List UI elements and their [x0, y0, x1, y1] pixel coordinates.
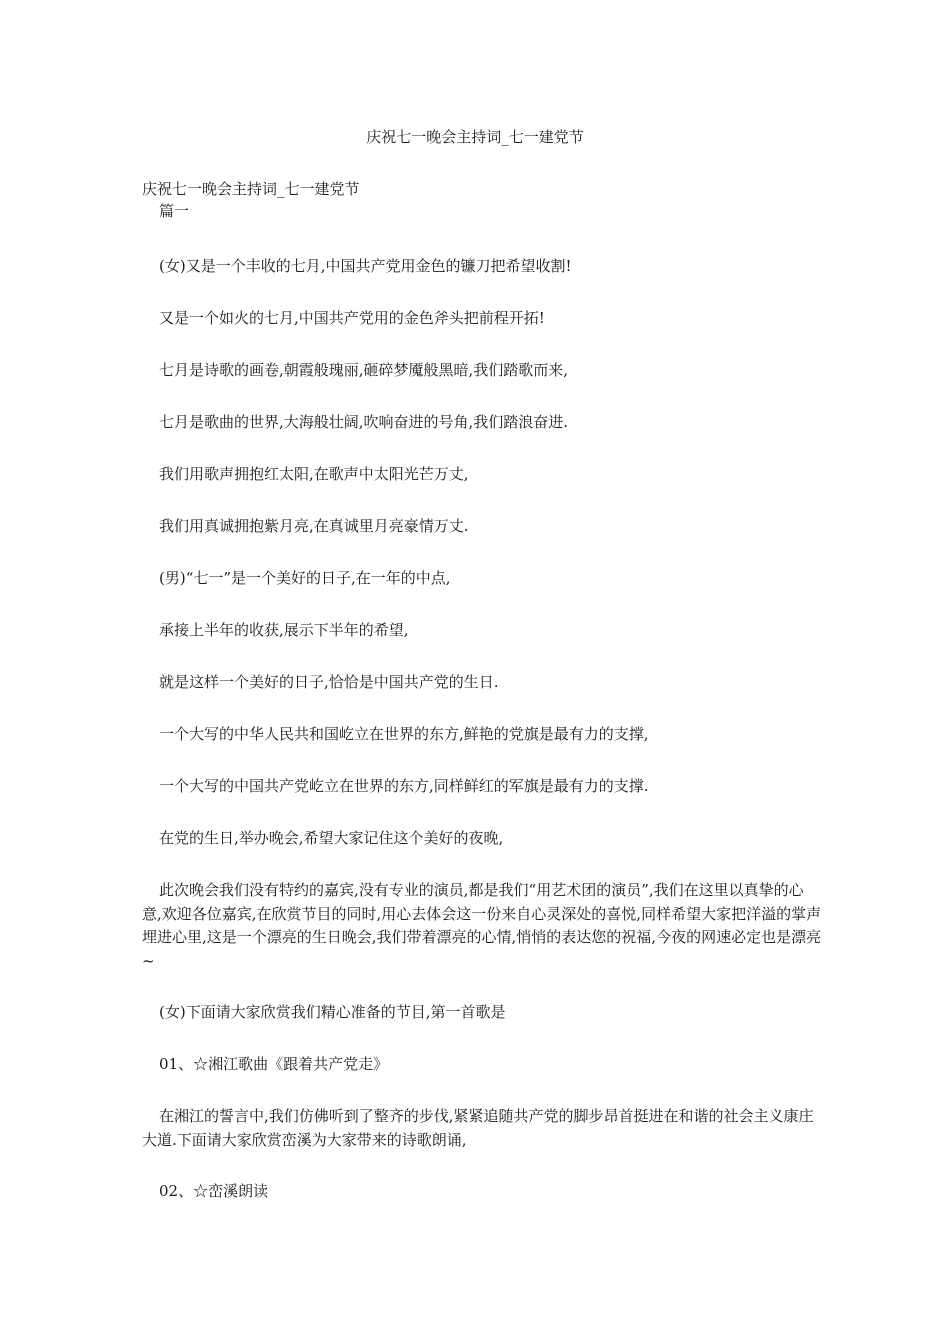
- program-item: 01、☆湘江歌曲《跟着共产党走》: [159, 1055, 389, 1073]
- paragraph: 在党的生日,举办晚会,希望大家记住这个美好的夜晚,: [159, 829, 504, 847]
- paragraph: 又是一个如火的七月,中国共产党用的金色斧头把前程开拓!: [159, 309, 545, 327]
- paragraph: 此次晚会我们没有特约的嘉宾,没有专业的演员,都是我们“用艺术团的演员”,我们在这里以真挚的心意,欢迎各位嘉宾,在欣赏节目的同时,用心去体会这一份来自心灵深处的喜悦,同样希望大家把洋溢的掌声埋进心里,这是一个漂亮的生日晚会,我们带着漂亮的心情,悄悄的表达您的祝福,今夜的网速必定也是漂亮~: [142, 881, 822, 970]
- section-label: 篇一: [159, 202, 190, 220]
- paragraph: 我们用歌声拥抱红太阳,在歌声中太阳光芒万丈,: [159, 465, 469, 483]
- paragraph: 七月是诗歌的画卷,朝霞般瑰丽,砸碎梦魇般黑暗,我们踏歌而来,: [159, 361, 569, 379]
- paragraph: 在湘江的誓言中,我们仿佛听到了整齐的步伐,紧紧追随共产党的脚步昂首挺进在和谐的社会主义康庄大道.下面请大家欣赏峦溪为大家带来的诗歌朗诵,: [142, 1107, 814, 1149]
- paragraph: 我们用真诚拥抱紫月亮,在真诚里月亮豪情万丈.: [159, 517, 469, 535]
- paragraph: (男)“七一”是一个美好的日子,在一年的中点,: [159, 569, 451, 587]
- document-title: 庆祝七一晚会主持词_七一建党节: [366, 128, 584, 146]
- paragraph: 一个大写的中华人民共和国屹立在世界的东方,鲜艳的党旗是最有力的支撑,: [159, 725, 649, 743]
- paragraph: (女)下面请大家欣赏我们精心准备的节目,第一首歌是: [159, 1003, 506, 1021]
- paragraph: 七月是歌曲的世界,大海般壮阔,吹响奋进的号角,我们踏浪奋进.: [159, 413, 569, 431]
- paragraph: (女)又是一个丰收的七月,中国共产党用金色的镰刀把希望收割!: [159, 257, 572, 275]
- paragraph: 就是这样一个美好的日子,恰恰是中国共产党的生日.: [159, 673, 499, 691]
- paragraph: 承接上半年的收获,展示下半年的希望,: [159, 621, 409, 639]
- document-body: [142, 178, 822, 1232]
- program-item: 02、☆峦溪朗读: [159, 1182, 269, 1200]
- paragraph: 一个大写的中国共产党屹立在世界的东方,同样鲜红的军旗是最有力的支撑.: [159, 777, 649, 795]
- document-subtitle: 庆祝七一晚会主持词_七一建党节: [142, 180, 360, 198]
